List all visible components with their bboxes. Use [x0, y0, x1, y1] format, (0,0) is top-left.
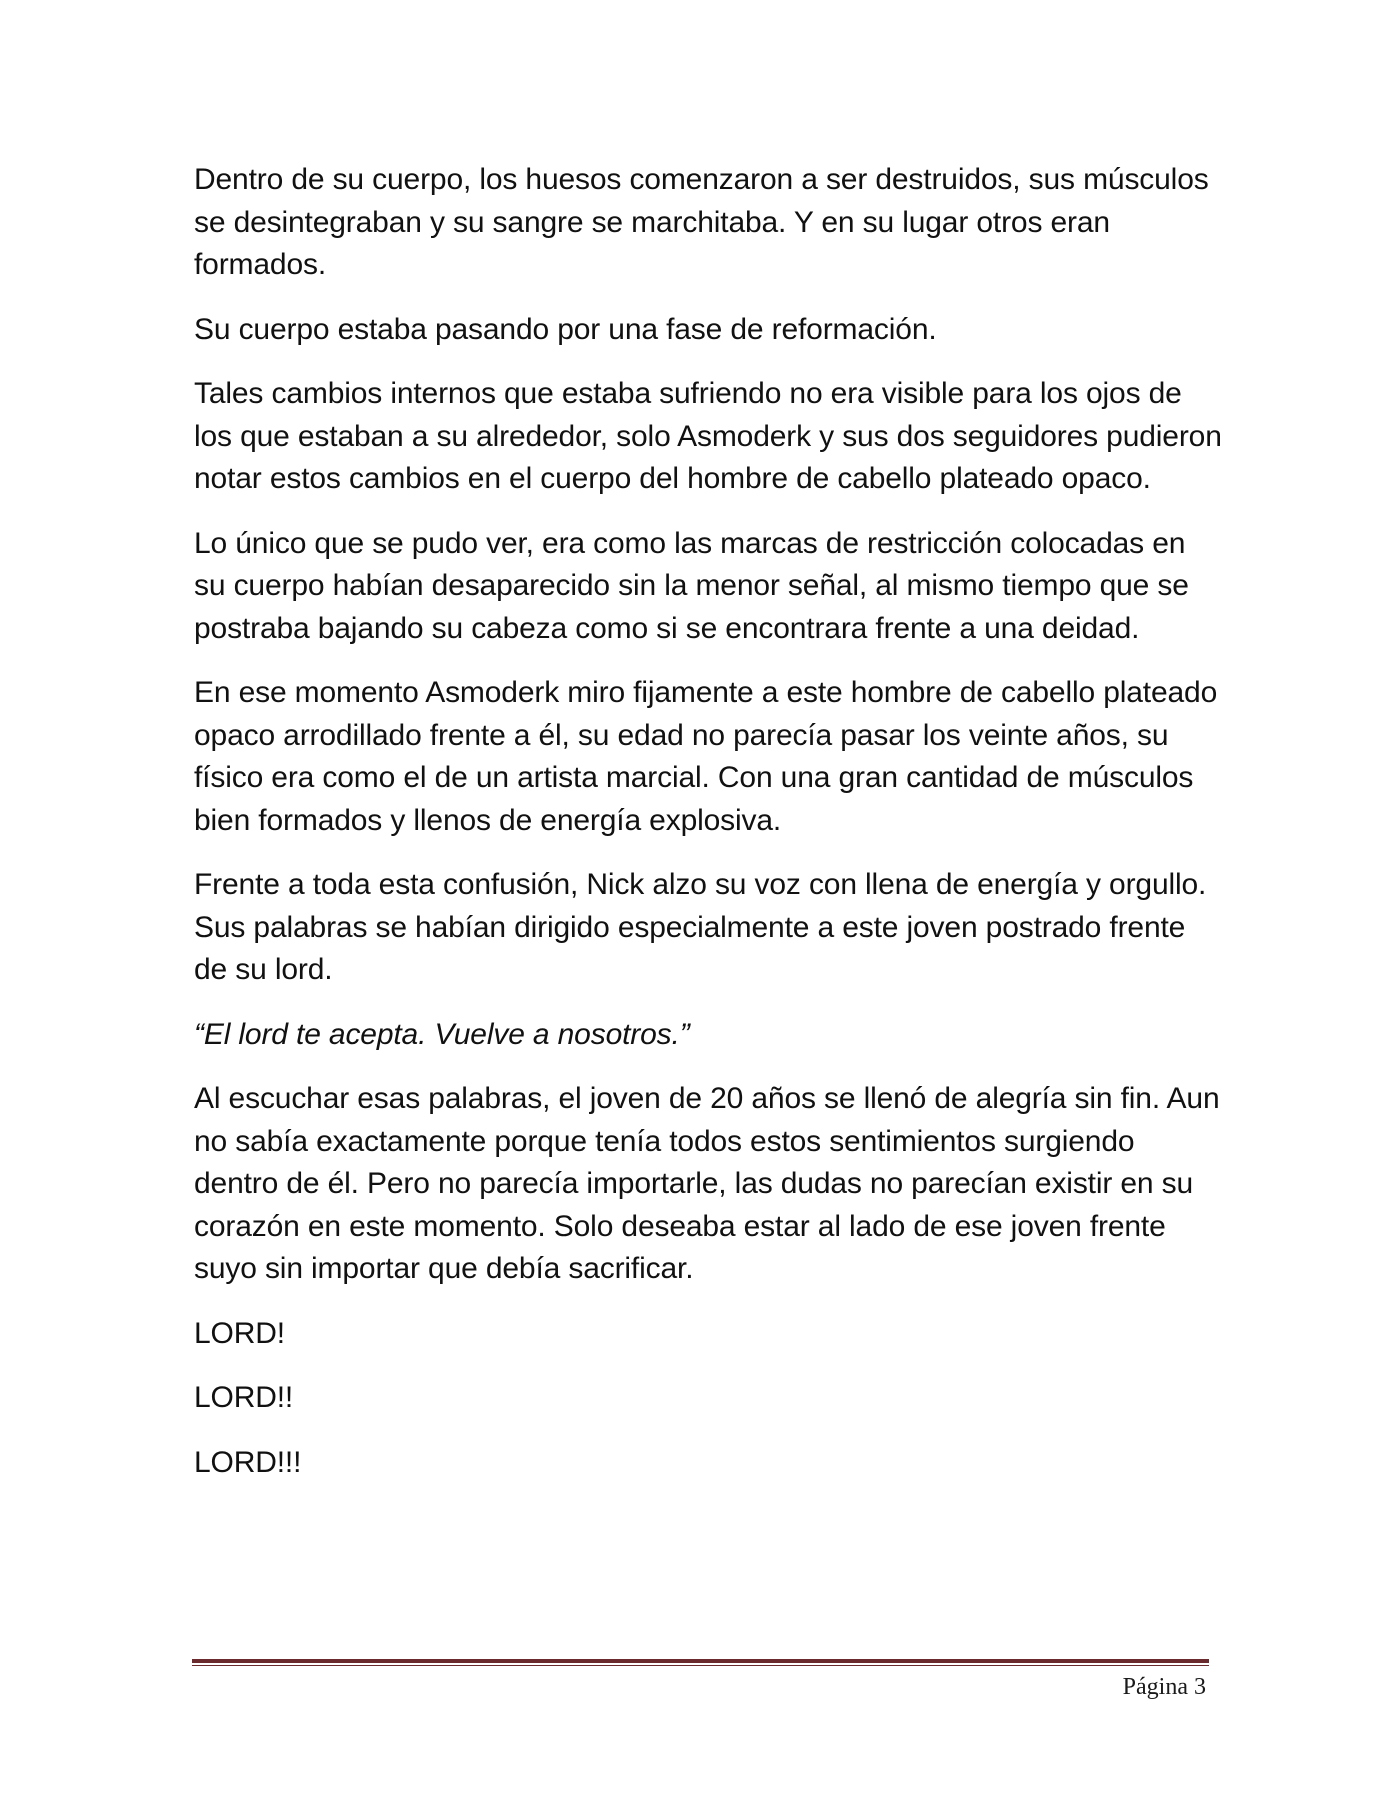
paragraph: Lo único que se pudo ver, era como las marcas de restricción colocadas en su cuerpo habían desaparecido sin la menor señal, al mismo tiempo que se postraba bajando su cabeza como si se encontrara frente a una deidad. [194, 526, 1189, 645]
footer-divider [192, 1659, 1209, 1666]
paragraph: Frente a toda esta confusión, Nick alzo su voz con llena de energía y orgullo. Sus palabras se habían dirigido especialmente a este joven postrado frente de su lord. [194, 868, 1207, 986]
document-body [194, 159, 1224, 1506]
quoted-dialogue: “El lord te acepta. Vuelve a nosotros.” [194, 1017, 690, 1051]
paragraph: Tales cambios internos que estaba sufriendo no era visible para los ojos de los que estaban a su alrededor, solo Asmoderk y sus dos seguidores pudieron notar estos cambios en el cuerpo del hombre de cabello plateado opaco. [194, 377, 1222, 495]
paragraph: Su cuerpo estaba pasando por una fase de reformación. [194, 312, 937, 346]
exclamation-line: LORD!! [194, 1381, 294, 1414]
exclamation-line: LORD! [194, 1316, 285, 1350]
page-number: Página 3 [1122, 1674, 1206, 1700]
exclamation-line: LORD!!! [194, 1445, 302, 1479]
paragraph: En ese momento Asmoderk miro fijamente a este hombre de cabello plateado opaco arrodillado frente a él, su edad no parecía pasar los veinte años, su físico era como el de un artista marcial. Con una gran cantidad de músculos bien formados y llenos de energía explosiva. [194, 676, 1218, 837]
paragraph: Al escuchar esas palabras, el joven de 20 años se llenó de alegría sin fin. Aun no sabía exactamente porque tenía todos estos sentimientos surgiendo dentro de él. Pero no parecía importarle, las dudas no parecían existir en su corazón en este momento. Solo deseaba estar al lado de ese joven frente suyo sin importar que debía sacrificar. [194, 1082, 1220, 1285]
footer-divider-thin-line [192, 1665, 1209, 1666]
paragraph: Dentro de su cuerpo, los huesos comenzaron a ser destruidos, sus músculos se desintegraban y su sangre se marchitaba. Y en su lugar otros eran formados. [194, 163, 1209, 281]
